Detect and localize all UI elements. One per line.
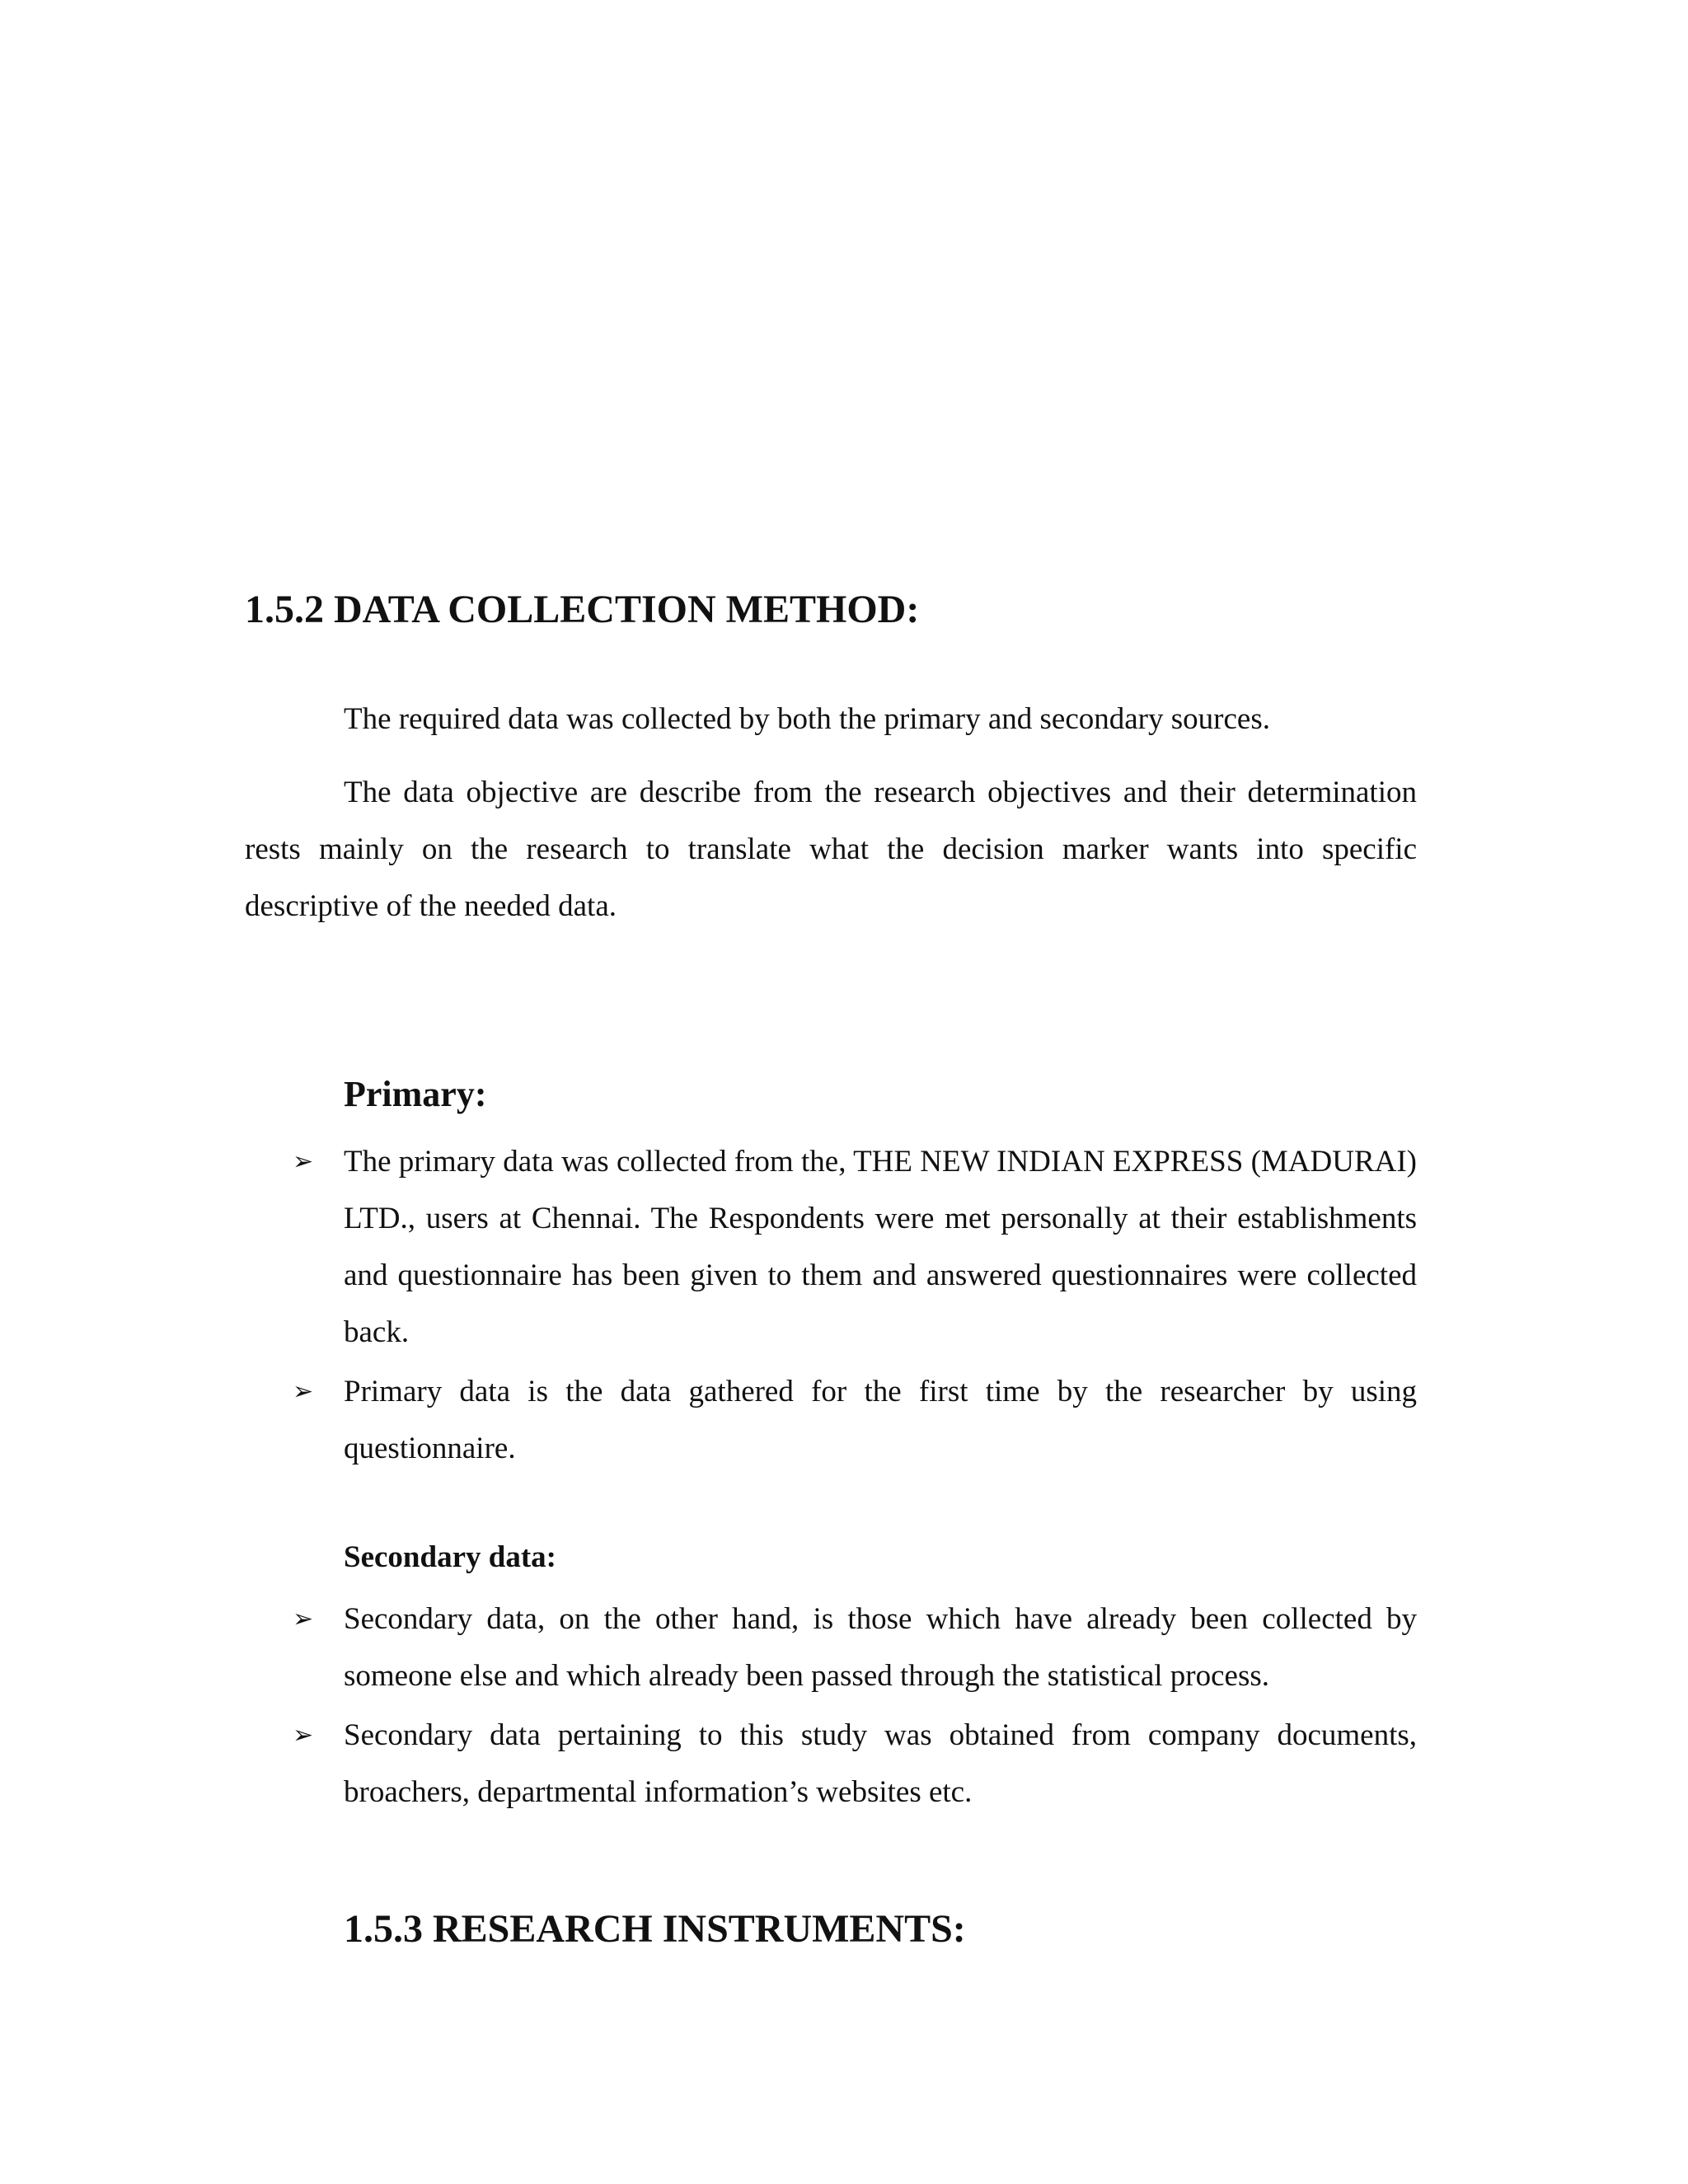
arrowhead-bullet-icon: ➢ (293, 1377, 314, 1406)
section-heading-research-instruments: 1.5.3 RESEARCH INSTRUMENTS: (344, 1907, 966, 1951)
list-item (293, 1591, 1417, 1704)
subheading-primary: Primary: (344, 1074, 487, 1114)
list-item-text: Secondary data, on the other hand, is those which have already been collected by someone else and which already been passed through the statistical process. (344, 1602, 1417, 1693)
arrowhead-bullet-icon: ➢ (293, 1721, 314, 1750)
paragraph-sources: The required data was collected by both the primary and secondary sources. (344, 702, 1270, 736)
list-item (293, 1363, 1417, 1477)
secondary-bullet-list (293, 1591, 1417, 1823)
list-item (293, 1707, 1417, 1821)
list-item-text: The primary data was collected from the, THE NEW INDIAN EXPRESS (MADURAI) LTD., users at Chennai. The Respondents were met personally at their establishments and questionnaire has been given to them and answered questionnaires were collected back. (344, 1145, 1417, 1349)
primary-bullet-list (293, 1133, 1417, 1479)
arrowhead-bullet-icon: ➢ (293, 1605, 314, 1633)
subheading-secondary-data: Secondary data: (344, 1540, 556, 1574)
paragraph-data-objective: The data objective are describe from the research objectives and their determination rests mainly on the research to translate what the decision marker wants into specific descriptive of the needed data. (245, 776, 1417, 923)
arrowhead-bullet-icon: ➢ (293, 1147, 314, 1176)
list-item-text: Secondary data pertaining to this study was obtained from company documents, broachers, departmental information’s websites etc. (344, 1718, 1417, 1809)
list-item (293, 1133, 1417, 1361)
list-item-text: Primary data is the data gathered for the first time by the researcher by using questionnaire. (344, 1375, 1417, 1465)
section-heading-data-collection: 1.5.2 DATA COLLECTION METHOD: (245, 588, 920, 631)
